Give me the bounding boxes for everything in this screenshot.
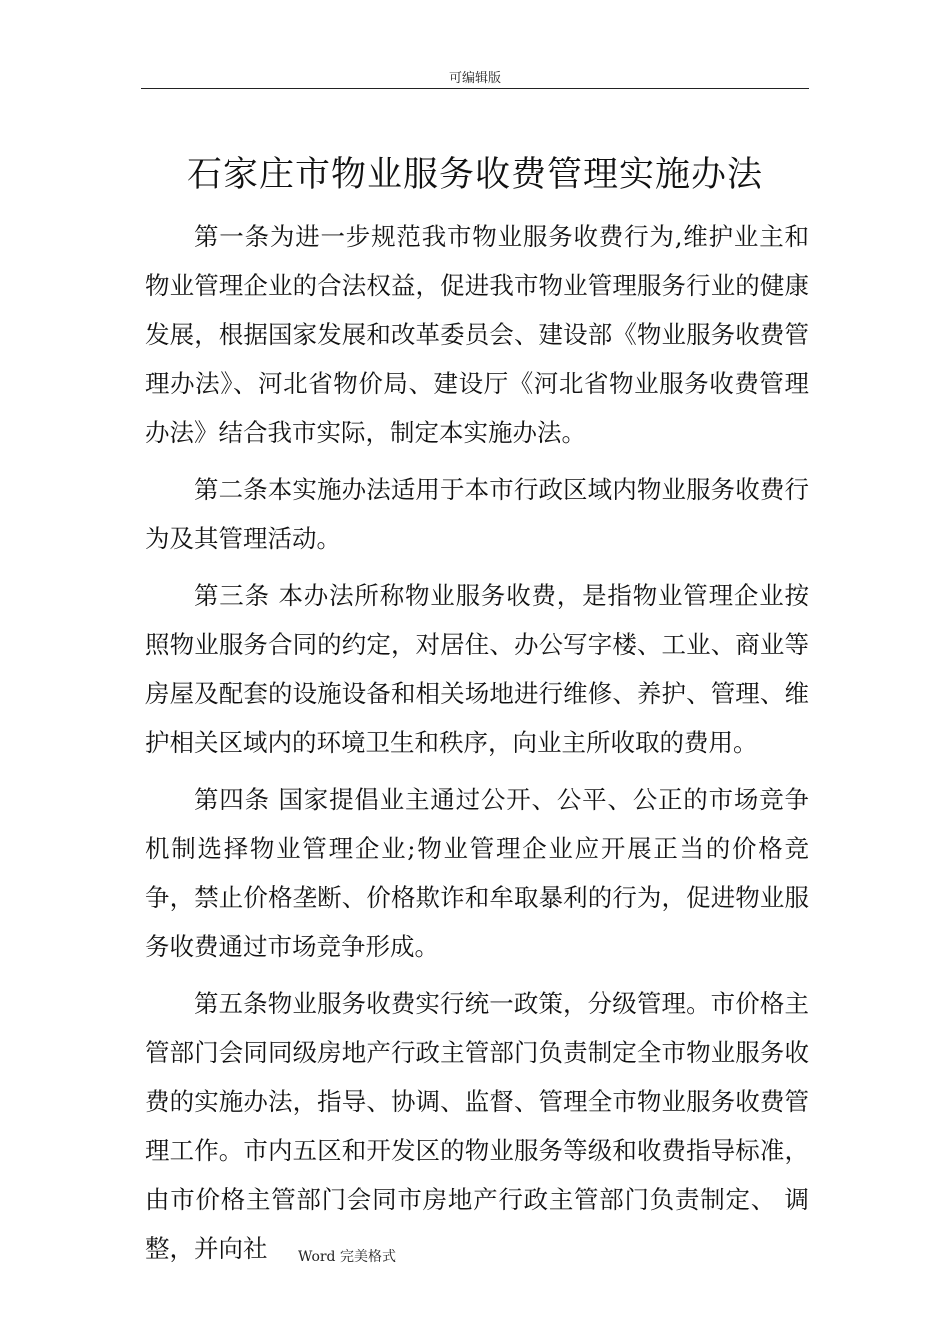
article-1-paragraph: 第一条为进一步规范我市物业服务收费行为,维护业主和物业管理企业的合法权益，促进我市物业管理服务行业的健康发展，根据国家发展和改革委员会、建设部《物业服务收费管理办法》、河北省物价局、建设厅《河北省物业服务收费管理办法》结合我市实际，制定本实施办法。 [145, 222, 809, 447]
page-footer: Word 完美格式 [298, 1249, 396, 1265]
header-divider [141, 88, 809, 89]
document-title: 石家庄市物业服务收费管理实施办法 [186, 155, 763, 195]
article-3-paragraph: 第三条 本办法所称物业服务收费，是指物业管理企业按照物业服务合同的约定，对居住、办公写字楼、工业、商业等房屋及配套的设施设备和相关场地进行维修、养护、管理、维护相关区域内的环境卫生和秩序，向业主所收取的费用。 [145, 581, 809, 757]
document-body [145, 212, 809, 1281]
page-header: 可编辑版 [448, 71, 501, 86]
article-2-paragraph: 第二条本实施办法适用于本市行政区域内物业服务收费行为及其管理活动。 [145, 475, 809, 553]
article-4-paragraph: 第四条 国家提倡业主通过公开、公平、公正的市场竞争机制选择物业管理企业;物业管理企业应开展正当的价格竞争，禁止价格垄断、价格欺诈和牟取暴利的行为，促进物业服务收费通过市场竞争形成。 [145, 785, 809, 961]
article-5-paragraph: 第五条物业服务收费实行统一政策，分级管理。市价格主管部门会同同级房地产行政主管部门负责制定全市物业服务收费的实施办法，指导、协调、监督、管理全市物业服务收费管理工作。市内五区和开发区的物业服务等级和收费指导标准， 由市价格主管部门会同市房地产行政主管部门负责制定、 调整，并向社 [145, 989, 809, 1263]
